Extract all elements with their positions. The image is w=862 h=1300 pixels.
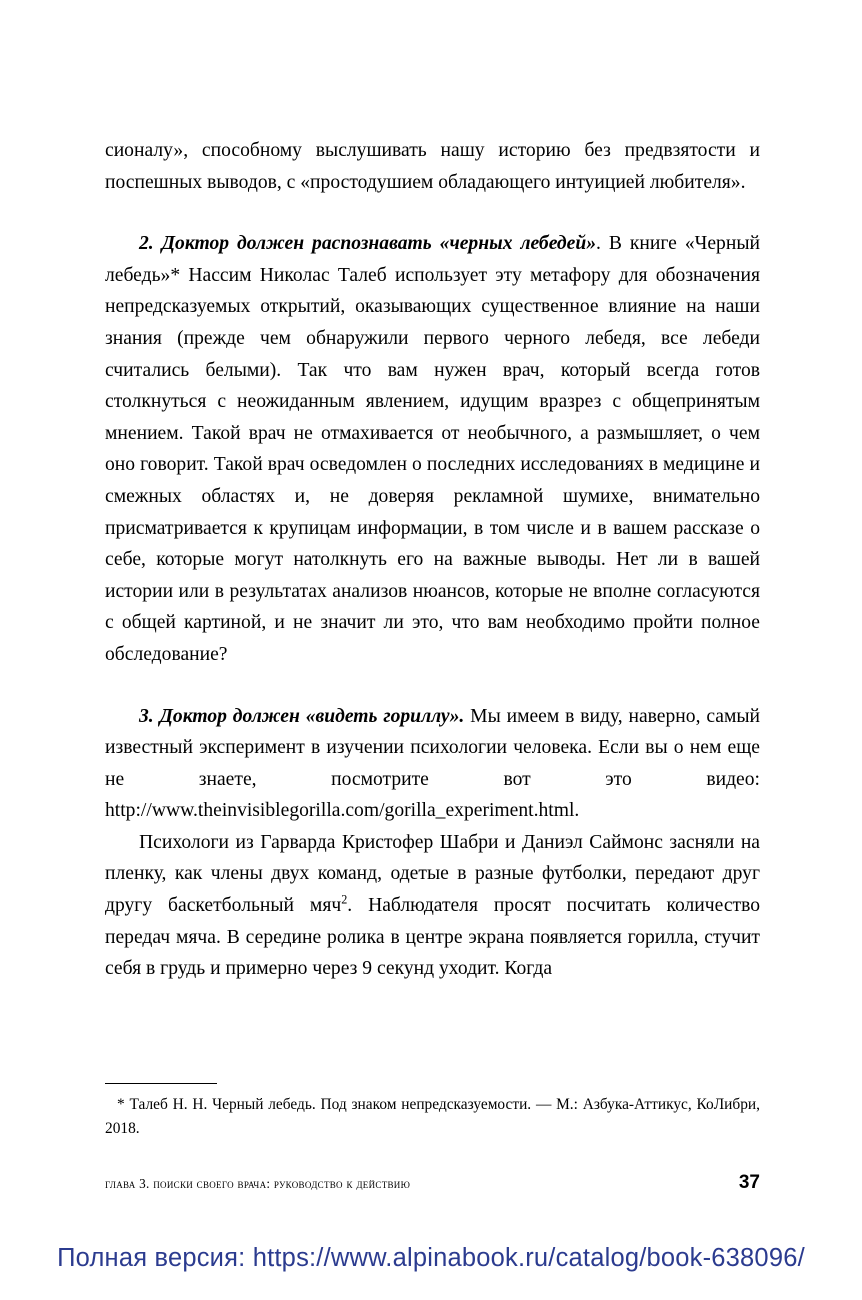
paragraph-psychologists [105,827,760,985]
page-number: 37 [738,1172,760,1193]
footnote-text: Талеб Н. Н. Черный лебедь. Под знаком непредсказуемости. — М.: Азбука-Аттикус, КоЛибри, 2018. [105,1096,760,1138]
promo-text [57,1244,805,1273]
paragraph-psychologists-text-before: Психологи из Гарварда Кристофер Шабри и Даниэл Саймонс засняли на пленку, как члены двух команд, одетые в разные футболки, передают друг другу баскетбольный мяч [105,831,760,917]
paragraph-psychologists-text-after: . Наблюдателя просят посчитать количество передач мяча. В середине ролика в центре экрана появляется горилла, стучит себя в грудь и примерно через 9 секунд уходит. Когда [105,895,760,980]
paragraph-spacer [105,198,760,228]
promo-label: Полная версия: [57,1243,246,1272]
paragraph-spacer [105,671,760,701]
runin-heading-point-2: 2. Доктор должен распознавать «черных лебедей» [139,233,597,255]
footnote-reference-2: 2 [341,892,348,907]
page-footer [105,1172,760,1194]
footnote-entry [105,1093,760,1141]
footnote-area [105,1083,760,1141]
paragraph-point-2 [105,228,760,670]
promo-link[interactable]: https://www.alpinabook.ru/catalog/book-638096/ [252,1243,805,1272]
footnote-divider [105,1083,217,1084]
running-head: глава 3. поиски своего врача: руководство к действию [105,1176,411,1191]
paragraph-point-2-text: . В книге «Черный лебедь»* Нассим Николас Талеб использует эту метафору для обозначения непредсказуемых открытий, оказывающих существенное влияние на наши знания (прежде чем обнаружили первого черного лебедя, все лебеди считались белыми). Так что вам нужен врач, который всегда готов столкнуться с неожиданным явлением, идущим вразрез с общепринятым мнением. Такой врач не отмахивается от необычного, а размышляет, о чем оно говорит. Такой врач осведомлен о последних исследованиях в медицине и смежных областях и, не доверяя рекламной шумихе, внимательно присматривается к крупицам информации, в том числе и в вашем рассказе о себе, которые могут натолкнуть его на важные выводы. Нет ли в вашей истории или в результатах анализов нюансов, которые не вполне согласуются с общей картиной, и не значит ли это, что вам необходимо пройти полное обследование? [105,233,760,665]
paragraph-point-3 [105,701,760,827]
main-text-column [105,135,760,985]
runin-heading-point-3: 3. Доктор должен «видеть гориллу». [139,705,465,727]
promo-bar [0,1215,862,1300]
paragraph-point-3-text: Мы имеем в виду, наверно, самый известный эксперимент в изучении психологии человека. Если вы о нем еще не знаете, посмотрите вот это видео: http://www.theinvisiblegorilla.com/gorilla_experiment.html. [105,705,761,822]
paragraph-continuation: сионалу», способному выслушивать нашу историю без предвзятости и поспешных выводов, с «простодушием обладающего интуицией любителя». [105,140,760,193]
footnote-marker: * [117,1096,125,1114]
